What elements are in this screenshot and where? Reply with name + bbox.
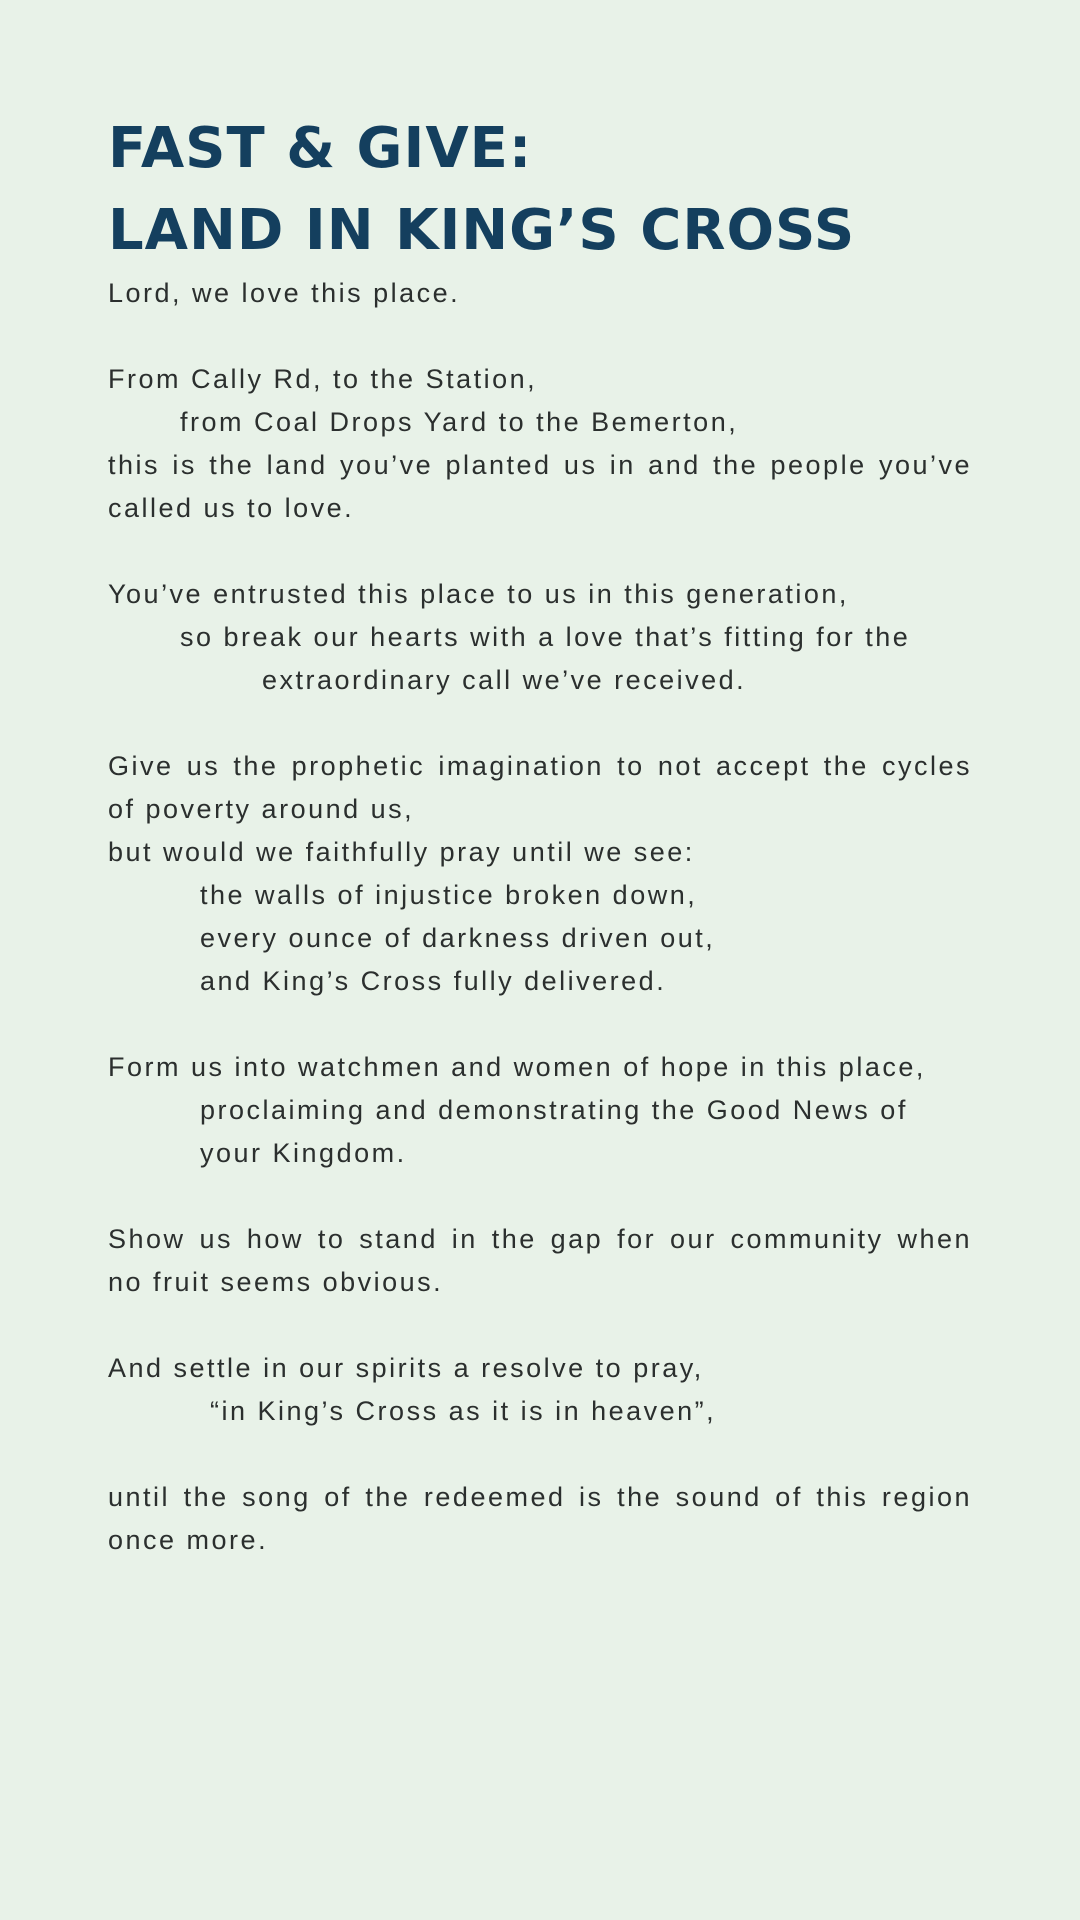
stanza-2 bbox=[108, 573, 972, 702]
stanza-4-line-1: Form us into watchmen and women of hope in this place, bbox=[108, 1052, 926, 1082]
stanza-4-line-2: proclaiming and demonstrating the Good News of bbox=[200, 1095, 908, 1125]
title-line-1: FAST & GIVE: bbox=[108, 116, 533, 181]
stanza-2-line-2: so break our hearts with a love that’s fitting for the bbox=[180, 622, 911, 652]
stanza-5-line-1: Show us how to stand in the gap for our community when no fruit seems obvious. bbox=[108, 1224, 972, 1297]
prayer-body bbox=[108, 272, 972, 1562]
stanza-3-line-4: every ounce of darkness driven out, bbox=[200, 923, 716, 953]
stanza-3 bbox=[108, 745, 972, 1003]
stanza-3-line-3: the walls of injustice broken down, bbox=[200, 880, 698, 910]
stanza-3-line-2: but would we faithfully pray until we see: bbox=[108, 837, 695, 867]
stanza-6 bbox=[108, 1347, 972, 1433]
stanza-4 bbox=[108, 1046, 972, 1175]
stanza-1-line-1: From Cally Rd, to the Station, bbox=[108, 364, 538, 394]
stanza-3-line-1: Give us the prophetic imagination to not accept the cycles of poverty around us, bbox=[108, 751, 972, 824]
stanza-1-line-3: this is the land you’ve planted us in and the people you’ve called us to love. bbox=[108, 450, 972, 523]
stanza-6-line-2: “in King’s Cross as it is in heaven”, bbox=[210, 1396, 717, 1426]
closing-stanza bbox=[108, 1476, 972, 1562]
stanza-2-line-3: extraordinary call we’ve received. bbox=[262, 665, 747, 695]
stanza-2-line-1: You’ve entrusted this place to us in this generation, bbox=[108, 579, 849, 609]
stanza-6-line-1: And settle in our spirits a resolve to pray, bbox=[108, 1353, 704, 1383]
stanza-1-line-2: from Coal Drops Yard to the Bemerton, bbox=[180, 407, 739, 437]
page-title bbox=[108, 108, 972, 272]
prayer-opening-stanza bbox=[108, 272, 972, 315]
stanza-3-line-5: and King’s Cross fully delivered. bbox=[200, 966, 667, 996]
prayer-page bbox=[108, 108, 972, 1605]
stanza-1 bbox=[108, 358, 972, 530]
stanza-4-line-3: your Kingdom. bbox=[200, 1138, 407, 1168]
prayer-opening-line: Lord, we love this place. bbox=[108, 278, 461, 308]
title-line-2: LAND IN KING’S CROSS bbox=[108, 198, 856, 263]
closing-line: until the song of the redeemed is the sound of this region once more. bbox=[108, 1482, 972, 1555]
stanza-5 bbox=[108, 1218, 972, 1304]
